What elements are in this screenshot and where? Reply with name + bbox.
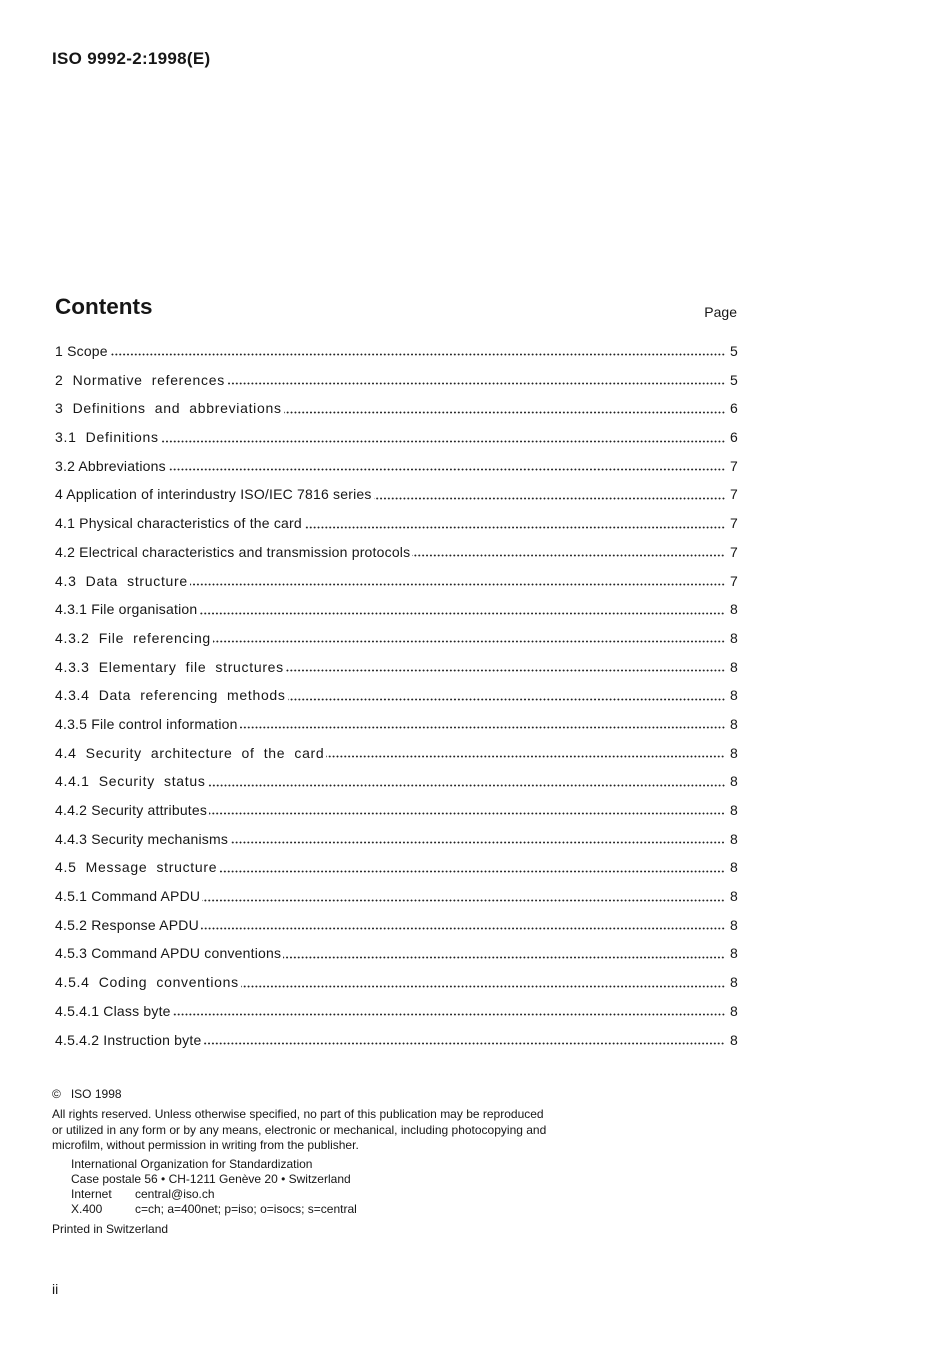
toc-entry — [55, 624, 738, 653]
toc-dot-leader — [202, 899, 725, 902]
toc-entry-page-number: 7 — [730, 572, 738, 589]
toc-entry-page-number: 8 — [730, 945, 738, 962]
toc-entry-title: 3 Definitions and abbreviations — [55, 400, 282, 417]
toc-dot-leader — [374, 497, 725, 500]
toc-entry — [55, 567, 738, 596]
toc-entry-page-number: 8 — [730, 629, 738, 646]
toc-entry-page-number: 8 — [730, 744, 738, 761]
toc-dot-leader — [110, 353, 725, 356]
toc-dot-leader — [283, 956, 725, 959]
contents-heading: Contents — [55, 294, 153, 319]
toc-entry — [55, 882, 738, 911]
toc-entry-title: 2 Normative references — [55, 371, 225, 388]
toc-dot-leader — [201, 927, 725, 930]
toc-dot-leader — [304, 526, 725, 529]
rights-statement-line: microfilm, without permission in writing from the publisher. — [52, 1138, 359, 1152]
toc-dot-leader — [203, 1042, 725, 1045]
toc-dot-leader — [161, 440, 725, 443]
toc-entry — [55, 796, 738, 825]
contact-value: c=ch; a=400net; p=iso; o=isocs; s=central — [135, 1202, 357, 1216]
toc-entry-page-number: 7 — [730, 543, 738, 560]
printed-in-note: Printed in Switzerland — [52, 1222, 169, 1236]
toc-entry — [55, 710, 738, 739]
toc-entry-title: 4.3.1 File organisation — [55, 601, 198, 618]
contact-row-x400 — [71, 1202, 357, 1217]
contact-label: Internet — [71, 1187, 112, 1201]
contact-row-internet — [71, 1187, 357, 1202]
toc-entry-page-number: 7 — [730, 515, 738, 532]
toc-entry-title: 3.2 Abbreviations — [55, 457, 166, 474]
toc-entry-page-number: 8 — [730, 974, 738, 991]
rights-statement-line: or utilized in any form or by any means, electronic or mechanical, including photocopying and — [52, 1122, 547, 1137]
toc-entry-page-number: 8 — [730, 916, 738, 933]
toc-entry — [55, 825, 738, 854]
toc-entry — [55, 366, 738, 395]
toc-entry — [55, 939, 738, 968]
toc-dot-leader — [286, 669, 725, 672]
toc-entry-title: 4.1 Physical characteristics of the card — [55, 515, 302, 532]
toc-entry-page-number: 8 — [730, 658, 738, 675]
toc-entry-page-number: 8 — [730, 601, 738, 618]
toc-dot-leader — [230, 841, 725, 844]
page-number: ii — [52, 1281, 59, 1297]
toc-entry-title: 4.4.1 Security status — [55, 773, 206, 790]
toc-entry-page-number: 8 — [730, 687, 738, 704]
toc-entry-title: 4.4 Security architecture of the card — [55, 744, 325, 761]
toc-entry-page-number: 8 — [730, 802, 738, 818]
toc-entry-page-number: 8 — [730, 1031, 738, 1048]
toc-entry-page-number: 5 — [730, 371, 738, 388]
toc-entry-title: 4.3.5 File control information — [55, 715, 238, 732]
table-of-contents — [55, 337, 738, 1054]
toc-entry — [55, 911, 738, 940]
toc-entry-title: 4.3.2 File referencing — [55, 629, 211, 646]
toc-entry-page-number: 5 — [730, 343, 738, 359]
toc-dot-leader — [213, 640, 725, 643]
toc-dot-leader — [326, 755, 725, 758]
toc-entry — [55, 337, 738, 366]
copyright-holder-year: ISO 1998 — [70, 1087, 122, 1101]
toc-entry-page-number: 6 — [730, 429, 738, 446]
toc-dot-leader — [219, 870, 725, 873]
toc-entry-title: 4.5.4.2 Instruction byte — [55, 1031, 202, 1048]
toc-entry — [55, 394, 738, 423]
toc-entry — [55, 509, 738, 538]
toc-entry-title: 4.5.3 Command APDU conventions — [55, 945, 282, 962]
toc-entry — [55, 423, 738, 452]
toc-entry-title: 4.5.1 Command APDU — [55, 888, 201, 905]
toc-entry-title: 4.3 Data structure — [55, 572, 188, 589]
toc-dot-leader — [288, 698, 725, 701]
toc-dot-leader — [284, 411, 725, 414]
toc-entry — [55, 681, 738, 710]
toc-entry — [55, 595, 738, 624]
toc-entry-title: 4 Application of interindustry ISO/IEC 7816 series — [55, 486, 372, 503]
toc-entry — [55, 968, 738, 997]
toc-entry-page-number: 8 — [730, 715, 738, 732]
toc-entry-page-number: 6 — [730, 400, 738, 417]
rights-statement — [52, 1107, 546, 1154]
toc-entry-page-number: 8 — [730, 859, 738, 876]
toc-dot-leader — [168, 468, 725, 471]
contact-label: X.400 — [71, 1202, 103, 1216]
toc-dot-leader — [208, 784, 725, 787]
toc-entry-title: 4.2 Electrical characteristics and transmission protocols — [55, 543, 411, 560]
page-column-label: Page — [704, 304, 737, 320]
toc-entry — [55, 739, 738, 768]
toc-entry-title: 4.5.2 Response APDU — [55, 916, 199, 933]
toc-entry-title: 4.3.4 Data referencing methods — [55, 687, 286, 704]
toc-entry-page-number: 7 — [730, 486, 738, 503]
publisher-address — [71, 1157, 357, 1217]
toc-entry-title: 4.5.4 Coding conventions — [55, 974, 239, 991]
toc-entry-title: 4.3.3 Elementary file structures — [55, 658, 284, 675]
toc-entry-title: 3.1 Definitions — [55, 429, 159, 446]
rights-statement-line: All rights reserved. Unless otherwise specified, no part of this publication may be reproduced — [52, 1107, 544, 1121]
toc-entry-title: 4.4.2 Security attributes — [55, 802, 208, 818]
toc-entry — [55, 767, 738, 796]
toc-entry-title: 4.4.3 Security mechanisms — [55, 830, 229, 847]
publisher-postal-address: Case postale 56 • CH-1211 Genève 20 • Switzerland — [71, 1172, 351, 1186]
toc-entry — [55, 853, 738, 882]
toc-dot-leader — [209, 812, 725, 815]
contact-value: central@iso.ch — [135, 1187, 215, 1201]
toc-dot-leader — [173, 1013, 725, 1016]
toc-dot-leader — [241, 985, 725, 988]
toc-entry-title: 1 Scope — [55, 343, 108, 359]
toc-dot-leader — [412, 554, 725, 557]
toc-dot-leader — [199, 612, 725, 615]
toc-entry — [55, 480, 738, 509]
toc-entry — [55, 1026, 738, 1055]
toc-entry-page-number: 8 — [730, 773, 738, 790]
copyright-notice — [52, 1086, 122, 1102]
copyright-symbol: © — [52, 1087, 61, 1101]
toc-entry-page-number: 8 — [730, 888, 738, 905]
toc-dot-leader — [190, 583, 725, 586]
toc-entry-page-number: 7 — [730, 457, 738, 474]
toc-entry — [55, 997, 738, 1026]
toc-entry — [55, 538, 738, 567]
toc-entry-title: 4.5.4.1 Class byte — [55, 1002, 171, 1019]
toc-entry — [55, 653, 738, 682]
toc-entry — [55, 452, 738, 481]
document-id-header: ISO 9992-2:1998(E) — [52, 49, 211, 68]
publisher-organization: International Organization for Standardization — [71, 1157, 313, 1171]
toc-entry-title: 4.5 Message structure — [55, 859, 218, 876]
toc-dot-leader — [227, 382, 725, 385]
toc-entry-page-number: 8 — [730, 1002, 738, 1019]
toc-entry-page-number: 8 — [730, 830, 738, 847]
toc-dot-leader — [240, 726, 725, 729]
